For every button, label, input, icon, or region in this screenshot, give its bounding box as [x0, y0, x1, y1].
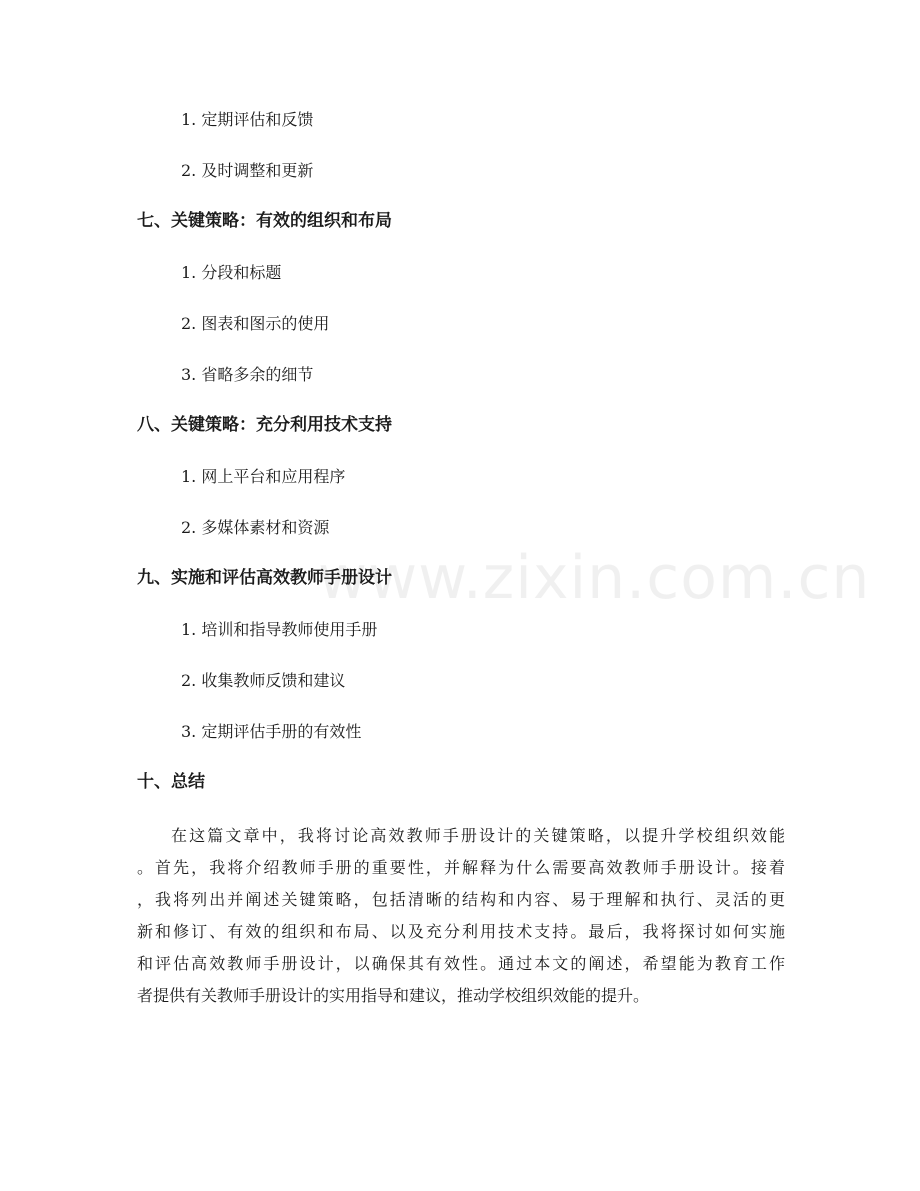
list-item: 3. 省略多余的细节 [181, 365, 314, 384]
list-item: 3. 定期评估手册的有效性 [181, 722, 362, 741]
section-heading-7: 七、关键策略：有效的组织和布局 [137, 211, 392, 231]
summary-paragraph [137, 820, 785, 1012]
list-item: 2. 多媒体素材和资源 [181, 518, 330, 537]
list-item: 2. 收集教师反馈和建议 [181, 671, 346, 690]
list-item: 1. 分段和标题 [181, 263, 282, 282]
paragraph-line: 和评估高效教师手册设计，以确保其有效性。通过本文的阐述，希望能为教育工作 [137, 954, 785, 973]
list-item: 1. 网上平台和应用程序 [181, 467, 346, 486]
list-item: 2. 图表和图示的使用 [181, 314, 330, 333]
list-item: 1. 定期评估和反馈 [181, 110, 314, 129]
list-item: 2. 及时调整和更新 [181, 161, 314, 180]
paragraph-line: 者提供有关教师手册设计的实用指导和建议，推动学校组织效能的提升。 [137, 986, 650, 1005]
paragraph-line: 。首先，我将介绍教师手册的重要性，并解释为什么需要高效教师手册设计。接着 [137, 858, 785, 877]
section-heading-8: 八、关键策略：充分利用技术支持 [137, 415, 392, 435]
paragraph-line: 在这篇文章中，我将讨论高效教师手册设计的关键策略，以提升学校组织效能 [171, 826, 785, 845]
paragraph-line: 新和修订、有效的组织和布局、以及充分利用技术支持。最后，我将探讨如何实施 [137, 922, 785, 941]
watermark: www.zixin.com.cn [318, 543, 871, 613]
section-heading-10: 十、总结 [137, 772, 205, 792]
paragraph-line: ，我将列出并阐述关键策略，包括清晰的结构和内容、易于理解和执行、灵活的更 [137, 890, 785, 909]
section-heading-9: 九、实施和评估高效教师手册设计 [137, 568, 392, 588]
list-item: 1. 培训和指导教师使用手册 [181, 620, 378, 639]
